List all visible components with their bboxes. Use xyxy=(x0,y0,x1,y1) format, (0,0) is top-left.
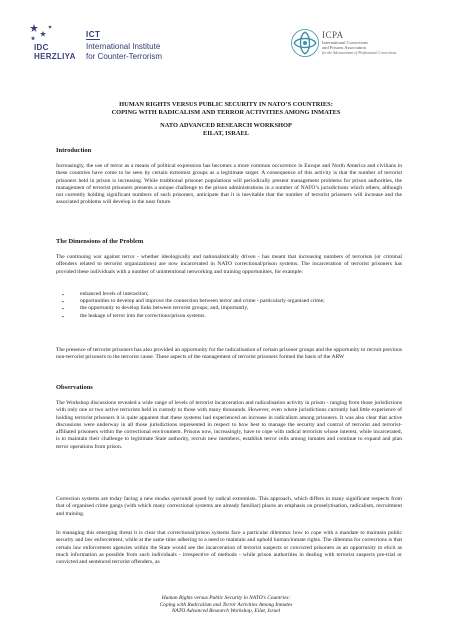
footer-line-1: Human Rights versus Public Security in NATO’s Countries: xyxy=(161,595,291,601)
paragraph-observations-3: In managing this emerging threat it is clear that correctional/prison systems face a particular dilemma: how to cope with a mandate to maintain public security and law enforcement, while at the same time adhering to a need to maintain and uphold human/inmate rights. The dilemma for corrections is that certain law enforcement agencies within the State would see the incarceration of terrorist suspects or convicted prisoners as an opportunity to elicit as much information as possible from such individuals - irrespective of methods - while prison authorities in dealing with terrorist suspects pre-trial or convicted and sentenced terrorist offenders, as xyxy=(56,530,402,565)
title-line-3: NATO ADVANCED RESEARCH WORKSHOP xyxy=(160,122,292,129)
list-item: ▪ opportunities to develop and improve the connection between terror and crime - particularly organised crime; xyxy=(56,298,402,305)
paragraph-observations-2-part-2: posed by radical extremists. This approach, which differs in many significant respects from that of organised crime gangs (with which many correctional systems are already familiar) places an emphasis on proselytisation, radicalism, recruitment and training. xyxy=(56,496,402,517)
footer-line-2: Coping with Radicalism and Terror Activities Among Inmates xyxy=(159,601,293,608)
title-line-2: COPING WITH RADICALISM AND TERROR ACTIVITIES AMONG INMATES xyxy=(111,109,341,117)
list-item: ▪ the opportunity to develop links between terrorist groups; and, importantly, xyxy=(56,305,402,312)
section-heading-introduction: Introduction xyxy=(56,147,92,154)
section-heading-dimensions: The Dimensions of the Problem xyxy=(56,238,144,245)
section-heading-observations: Observations xyxy=(56,384,93,391)
icpa-tagline: for the Advancement of Professional Corrections xyxy=(322,50,397,55)
page-footer xyxy=(80,595,372,615)
icpa-name-line-2: and Prisons Association xyxy=(322,45,366,51)
paragraph-introduction: Increasingly, the use of terror as a means of political expression has becomes a more common occurrence in Europe and North America and civilians in these countries have come to be seen by certain extremist groups as a legitimate target. A consequence of this activity is that the number of terrorist prisoners held in prison is increasing. While traditional prisoner populations will periodically present management problems for prison authorities, the management of terrorist prisoners presents a unique challenge to the prison administrations in a number of NATO’s jurisdictions which others, although not currently holding significant numbers of such prisoners, anticipate that it is inevitable that the number of terrorist prisoners will increase and the associated problems will develop in the near future. xyxy=(56,163,402,206)
footer-line-3: NATO Advanced Research Workshop, Eilat, Israel xyxy=(171,608,281,615)
icpa-name-line-1: International Corrections xyxy=(322,40,369,45)
ict-name-line-1: International Institute xyxy=(86,42,161,51)
document-title xyxy=(40,101,412,117)
paragraph-observations-2 xyxy=(56,496,402,518)
paragraph-dimensions-2: The presence of terrorist prisoners has also provided an opportunity for the radicalisation of certain prisoner groups and the opportunity to recruit previous non-terrorist prisoners to the terrorist cause. These aspects of the management of terrorist prisoners formed the basis of the ARW xyxy=(56,347,402,361)
icpa-emblem-icon xyxy=(290,28,320,58)
idc-herzliya-logo: IDC HERZLIYA xyxy=(34,43,76,61)
icpa-title: ICPA xyxy=(322,30,344,40)
workshop-title xyxy=(40,122,412,138)
paragraph-observations-2-part-1: Correction systems are today facing a new xyxy=(56,496,156,502)
title-line-4: EILAT, ISRAEL xyxy=(203,130,249,138)
title-line-1: HUMAN RIGHTS VERSUS PUBLIC SECURITY IN NATO’S COUNTRIES: xyxy=(119,101,333,108)
list-item: ▪ enhanced levels of interaction; xyxy=(56,291,402,298)
icpa-logo xyxy=(322,30,447,56)
ict-name-line-2: for Counter-Terrorism xyxy=(86,51,163,61)
paragraph-dimensions: The continuing war against terror - whether ideologically and nationalistically driven - has meant that increasing numbers of terrorists (or criminal offenders related to terrorist organizations) are now incarcerated in NATO correctional/prison systems. The incarceration of terrorist prisoners has provided these individuals with a number of unintentional networking and training opportunities, for example: xyxy=(56,254,402,275)
modus-operandi-emphasis: modus operandi xyxy=(155,496,192,502)
bullet-list xyxy=(56,291,402,320)
paragraph-observations-1: The Workshop discussions revealed a wide range of levels of terrorist incarceration and radicalisation activity in prison - ranging from those jurisdictions with only one or two active terrorists held in custody to those with many thousands. However, even where jurisdictions currently had little experience of holding terrorist prisoners it is quite apparent that these systems had experienced an increase in radicalism among prisoners. It was also clear that active discussions were underway in all those jurisdictions represented in respect to how best to manage the security and control of terrorist and terrorist-affiliated prisoners within the correctional environment. Prisons now, increasingly, have to cope with radical terrorists whose interest, while incarcerated, is to maintain their challenge to legitimate State authority, recruit new members, establish terror cells among inmates and continue to expand and plan terror operations from prison. xyxy=(56,400,402,450)
ict-logo xyxy=(86,24,206,61)
list-item: ▪ the leakage of terror into the corrections/prison systems. xyxy=(56,313,402,320)
ict-mark: ICT xyxy=(86,30,101,39)
